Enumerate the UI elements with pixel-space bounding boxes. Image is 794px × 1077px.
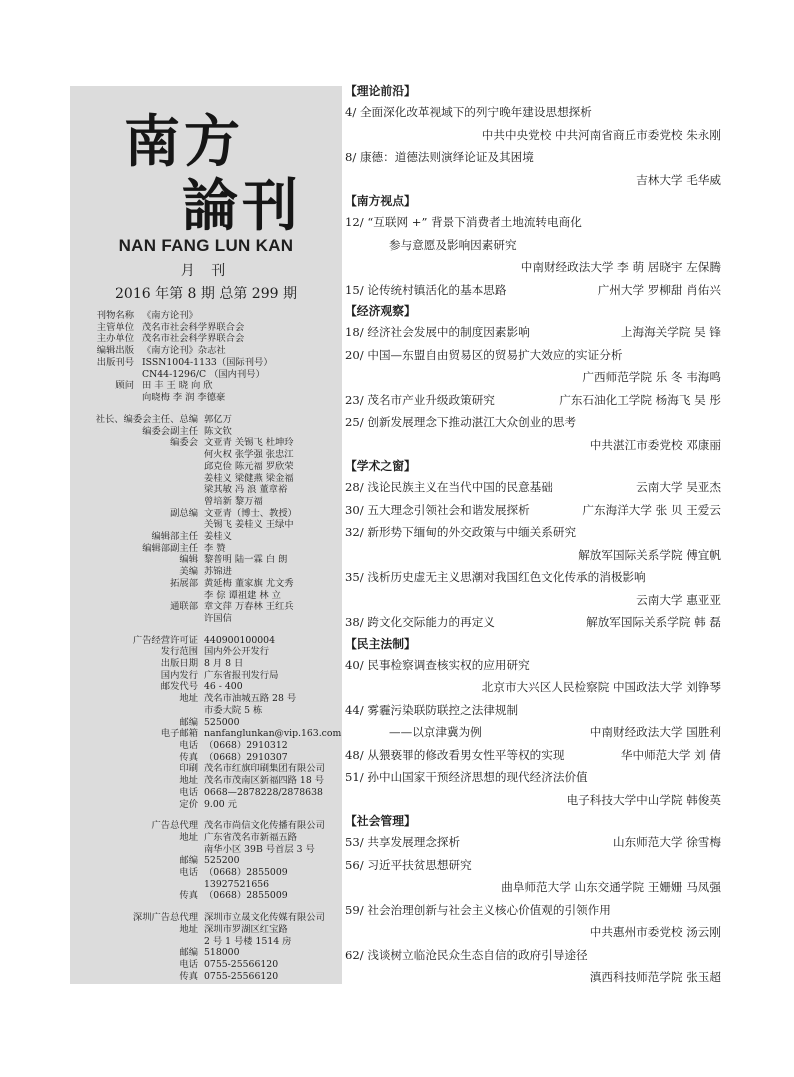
article-title[interactable]: 35/ 浅析历史虚无主义思潮对我国红色文化传承的消极影响 [345, 570, 646, 584]
ad-agent-row: 传真 （0668）2855009 [179, 890, 288, 902]
editorial-row: 通联部 章文萍 万春林 王红兵 [170, 601, 294, 613]
info-row: 主办单位 茂名市社会科学界联合会 [96, 333, 245, 345]
article-author: 曲阜师范大学 山东交通学院 王姗姗 马凤强 [501, 880, 721, 894]
business-row: 国内发行 广东省报刊发行局 [160, 669, 279, 681]
editorial-row: 编委会 文亚青 关锡飞 杜坤玲 [170, 437, 294, 449]
ad-agent-row: 广告总代理 茂名市尚信文化传播有限公司 [151, 820, 325, 832]
shenzhen-agent-row: 2 号 1 号楼 1514 房 [204, 935, 292, 947]
article-author: 滇西科技师范学院 张玉超 [589, 970, 721, 984]
article-title[interactable]: 44/ 雾霾污染联防联控之法律规制 [345, 702, 519, 717]
shenzhen-agent-row: 地址 深圳市罗湖区红宝路 [179, 923, 288, 935]
article-author: 云南大学 吴亚杰 [636, 480, 721, 494]
editorial-row: 拓展部 黄延梅 董家旗 尤文秀 [170, 577, 294, 589]
business-row: 电话 （0668）2910312 [179, 739, 288, 751]
article-title[interactable]: 25/ 创新发展理念下推动湛江大众创业的思考 [345, 415, 577, 429]
article-author: 广州大学 罗柳甜 肖佑兴 [597, 282, 721, 297]
article-title[interactable]: 53/ 共享发展理念探析 [345, 835, 461, 849]
article-title[interactable]: 51/ 孙中山国家干预经济思想的现代经济法价值 [345, 770, 588, 784]
article-author: 北京市大兴区人民检察院 中国政法大学 刘铮琴 [481, 680, 721, 694]
editorial-row: 编辑部主任 姜桂义 [151, 531, 232, 543]
article-entry[interactable] [345, 476, 721, 499]
editorial-row: 美编 苏锦进 [179, 566, 232, 578]
business-row: 发行范围 国内外公开发行 [160, 646, 270, 658]
info-row: CN44-1296/C （国内刊号） [142, 368, 265, 380]
publication-info [70, 310, 342, 404]
business-row: 定价 9.00 元 [70, 799, 342, 811]
article-author: 上海海关学院 吴 锋 [620, 325, 721, 339]
editorial-row: 邱克俭 陈元福 罗欣荣 [204, 460, 294, 472]
editorial-row: 编辑部副主任 李 赞 [142, 542, 226, 554]
business-row: 印刷 茂名市红旗印刷集团有限公司 [179, 763, 325, 775]
business-row: 邮编 525000 [179, 716, 240, 728]
business-row: 地址 茂名市油城五路 28 号 [179, 693, 297, 705]
article-title[interactable]: 30/ 五大理念引领社会和谐发展探析 [345, 502, 530, 517]
article-entry[interactable] [345, 499, 721, 522]
shenzhen-agent-row: 传真 0755-25566120 [179, 970, 279, 982]
shenzhen-agent-row: 电话 0755-25566120 [179, 958, 279, 970]
masthead-frequency: 月 刊 [180, 263, 232, 279]
ad-agent-row: 南华小区 39B 号首层 3 号 [204, 843, 315, 855]
info-row: 主管单位 茂名市社会科学界联合会 [96, 321, 245, 333]
article-author: 广西师范学院 乐 冬 韦海鸣 [582, 370, 721, 384]
article-title[interactable]: 56/ 习近平扶贫思想研究 [345, 857, 472, 872]
article-entry[interactable] [345, 321, 721, 344]
business-row: 邮发代号 46 - 400 [160, 681, 243, 693]
business-row: 电子邮箱 nanfanglunkan@vip.163.com [160, 728, 342, 740]
article-title[interactable]: 4/ 全面深化改革视域下的列宁晚年建设思想探析 [345, 105, 592, 119]
editorial-row: 李 倧 谭祖建 林 立 [204, 589, 281, 601]
editorial-row: 曾培新 黎万福 [204, 495, 263, 507]
article-title[interactable]: 18/ 经济社会发展中的制度因素影响 [345, 325, 530, 339]
editorial-row: 编辑 黎普明 陆一霖 白 朗 [179, 554, 288, 566]
editorial-row: 何火权 张学强 张忠江 [204, 449, 294, 461]
editorial-row: 许国信 [204, 612, 232, 624]
shenzhen-agent-row: 深圳广告总代理 深圳市立晟文化传媒有限公司 [132, 912, 325, 924]
editorial-row: 姜桂义 梁健燕 梁金福 [204, 472, 294, 484]
article-author: 吉林大学 毛华威 [636, 172, 721, 187]
article-title[interactable]: 32/ 新形势下缅甸的外交政策与中缅关系研究 [345, 525, 577, 539]
editorial-row: 副总编 文亚青（博士、教授） [170, 507, 297, 519]
article-title[interactable]: 15/ 论传统村镇活化的基本思路 [345, 282, 507, 297]
article-title[interactable]: 40/ 民事检察调查核实权的应用研究 [345, 657, 530, 672]
editorial-row: 梁其敏 冯 浪 董章裕 [204, 484, 288, 496]
article-entry[interactable] [345, 744, 721, 767]
article-entry[interactable] [345, 389, 721, 412]
article-author: 山东师范大学 徐雪梅 [612, 835, 721, 849]
article-author: 中南财经政法大学 国胜利 [589, 725, 721, 739]
business-row: 出版日期 8 月 8 日 [160, 658, 244, 670]
section-heading: 【南方视点】 [345, 194, 416, 208]
article-title[interactable]: 28/ 浅论民族主义在当代中国的民意基础 [345, 480, 553, 494]
article-author: 中南财经政法大学 李 萌 居晓宇 左保腾 [520, 260, 721, 274]
article-author: 解放军国际关系学院 韩 磊 [586, 615, 721, 629]
ad-agent-row: 邮编 525200 [179, 855, 240, 867]
section-heading: 【经济观察】 [345, 304, 416, 318]
info-row: 编辑出版 《南方论刊》杂志社 [96, 345, 226, 357]
article-entry[interactable] [345, 611, 721, 634]
masthead-title-line1: 南方 [124, 109, 244, 175]
article-title-continued[interactable]: 参与意愿及影响因素研究 [389, 237, 517, 252]
editorial-row: 编委会副主任 陈文钦 [142, 425, 232, 437]
info-row: 出版刊号 ISSN1004-1133（国际刊号） [96, 356, 273, 368]
article-author: 电子科技大学中山学院 韩俊英 [566, 792, 721, 807]
staff-and-contacts [70, 414, 342, 982]
article-title[interactable]: 62/ 浅谈树立临沧民众生态自信的政府引导途径 [345, 947, 588, 962]
article-author: 广东海洋大学 张 贝 王爱云 [582, 502, 721, 517]
masthead-title-line2: 論刊 [182, 173, 302, 239]
section-heading: 【学术之窗】 [345, 459, 416, 473]
email-address: nanfanglunkan@vip.163.com [204, 728, 342, 740]
info-row: 向晓梅 李 润 李德豪 [142, 391, 226, 403]
info-row: 顾问 田 丰 王 晓 向 欣 [115, 380, 213, 392]
article-entry[interactable] [345, 279, 721, 302]
article-title[interactable]: 8/ 康德：道德法则演绎论证及其困境 [345, 150, 534, 164]
section-heading: 【社会管理】 [345, 814, 416, 828]
masthead-panel [70, 86, 342, 984]
masthead-pinyin: NAN FANG LUN KAN [118, 236, 294, 255]
business-row: 市委大院 5 栋 [204, 704, 263, 716]
article-title[interactable]: 48/ 从猥亵罪的修改看男女性平等权的实现 [345, 747, 565, 762]
shenzhen-agent-row: 邮编 518000 [179, 947, 240, 959]
article-author: 中共中央党校 中共河南省商丘市委党校 朱永刚 [481, 127, 721, 142]
section-heading: 【民主法制】 [345, 636, 416, 651]
article-title[interactable]: 59/ 社会治理创新与社会主义核心价值观的引领作用 [345, 902, 611, 917]
article-author: 中共惠州市委党校 汤云刚 [589, 925, 721, 939]
business-row: 电话 0668—2878228/2878638 [179, 786, 323, 798]
editorial-row: 关锡飞 姜桂义 王绿中 [204, 519, 294, 531]
section-heading: 【理论前沿】 [345, 84, 416, 98]
ad-agent-row: 地址 广东省茂名市新福五路 [179, 831, 297, 843]
article-title[interactable]: 20/ 中国—东盟自由贸易区的贸易扩大效应的实证分析 [345, 347, 623, 362]
article-title[interactable]: 38/ 跨文化交际能力的再定义 [345, 615, 495, 629]
article-author: 云南大学 惠亚亚 [636, 592, 721, 607]
business-row: 地址 茂名市茂南区新福四路 18 号 [179, 775, 325, 787]
editorial-row: 社长、编委会主任、总编 郭亿万 [95, 414, 232, 425]
article-entry[interactable] [345, 721, 721, 744]
article-author: 华中师范大学 刘 倩 [620, 747, 721, 762]
business-row: 广告经营许可证 440900100004 [132, 634, 275, 646]
article-entry[interactable] [345, 831, 721, 854]
article-subtitle[interactable]: ——以京津冀为例 [389, 725, 482, 739]
article-author: 广东石油化工学院 杨海飞 吴 彤 [559, 392, 721, 407]
masthead-issue: 2016 年第 8 期 总第 299 期 [115, 286, 297, 302]
ad-agent-row: 电话 （0668）2855009 [179, 867, 288, 879]
info-row: 刊物名称 《南方论刊》 [96, 310, 198, 321]
article-title[interactable]: 12/ “互联网 +” 背景下消费者土地流转电商化 [345, 215, 582, 229]
price: 9.00 元 [204, 798, 237, 810]
article-title[interactable]: 23/ 茂名市产业升级政策研究 [345, 392, 495, 407]
table-of-contents [345, 81, 721, 989]
business-row: 传真 （0668）2910307 [179, 751, 288, 763]
article-author: 中共湛江市委党校 邓康丽 [589, 437, 721, 452]
article-author: 解放军国际关系学院 傅宜帆 [578, 547, 721, 562]
ad-agent-row: 13927521656 [204, 878, 270, 890]
